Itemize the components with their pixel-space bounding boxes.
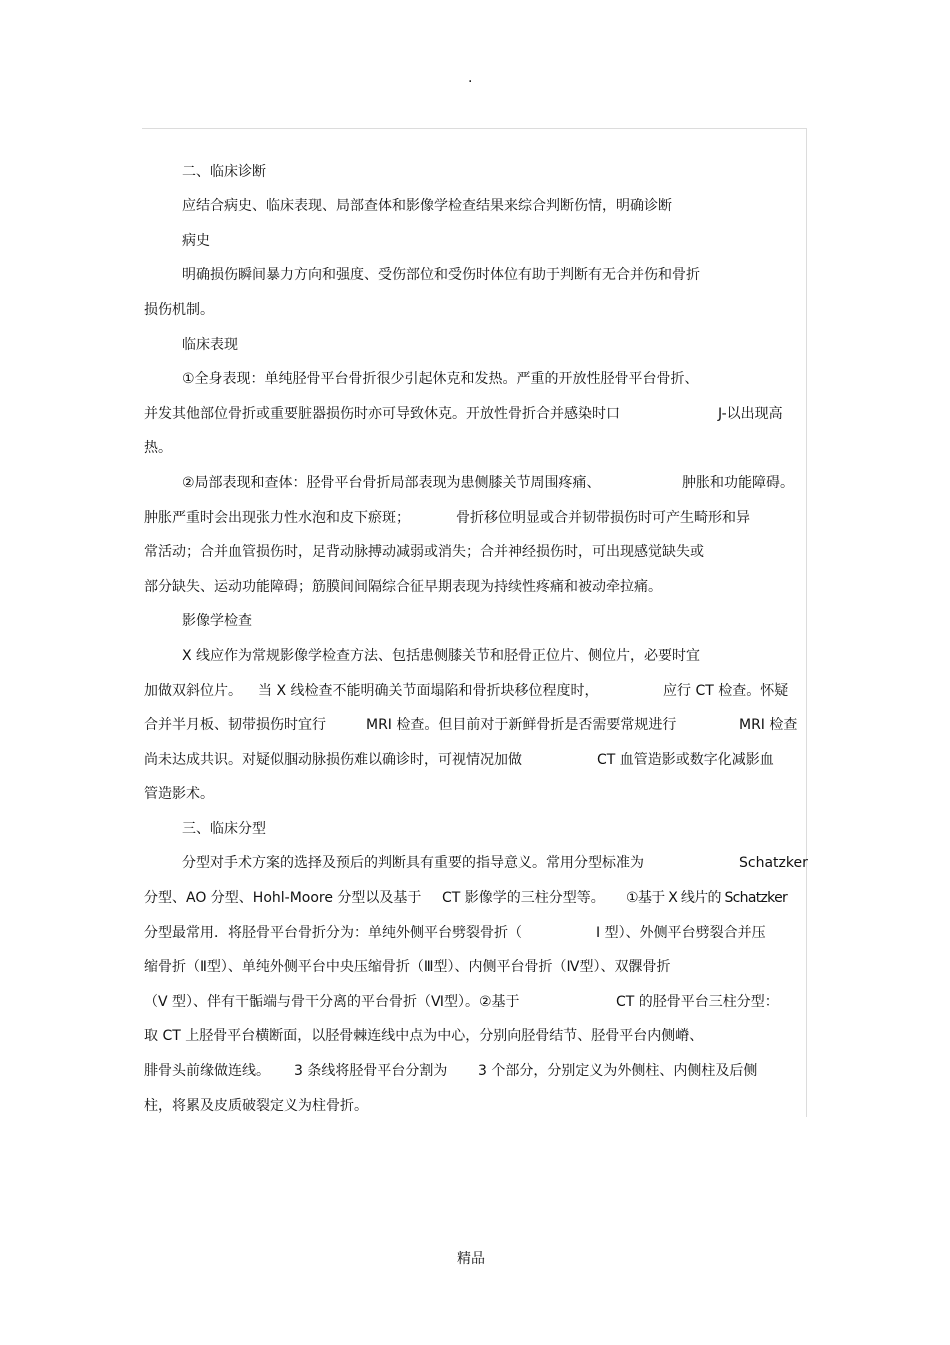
classification-line-2c: ①基于 X 线片的 Schatzker <box>626 890 788 906</box>
clinical-general-line-2-tail: J-以出现高 <box>718 406 783 422</box>
imaging-line-2c: 应行 CT 检查。怀疑 <box>663 683 789 699</box>
clinical-local-line-4: 部分缺失、运动功能障碍；筋膜间间隔综合征早期表现为持续性疼痛和被动牵拉痛。 <box>144 579 662 595</box>
clinical-local-line-2: 肿胀严重时会出现张力性水泡和皮下瘀斑； <box>144 510 410 526</box>
imaging-line-2a: 加做双斜位片。 <box>144 683 242 699</box>
footer-label: 精品 <box>457 1251 485 1267</box>
classification-line-7a: 腓骨头前缘做连线。 <box>144 1063 270 1079</box>
intro-paragraph: 应结合病史、临床表现、局部查体和影像学检查结果来综合判断伤情，明确诊断 <box>182 198 672 214</box>
imaging-line-3b: MRI 检查。但目前对于新鲜骨折是否需要常规进行 <box>366 717 677 733</box>
clinical-local-line-1-tail: 肿胀和功能障碍。 <box>682 475 794 491</box>
subheading-history: 病史 <box>182 233 210 249</box>
classification-line-2a: 分型、AO 分型、Hohl-Moore 分型以及基于 <box>144 890 422 906</box>
clinical-local-line-3: 常活动；合并血管损伤时，足背动脉搏动减弱或消失；合并神经损伤时，可出现感觉缺失或 <box>144 544 704 560</box>
clinical-general-line-3: 热。 <box>144 440 172 456</box>
section-heading-classification: 三、临床分型 <box>182 821 266 837</box>
imaging-line-4b: CT 血管造影或数字化减影血 <box>597 752 774 768</box>
classification-line-1b: Schatzker <box>739 855 808 871</box>
classification-line-6: 取 CT 上胫骨平台横断面，以胫骨棘连线中点为中心，分别向胫骨结节、胫骨平台内侧嵴、 <box>144 1028 704 1044</box>
history-line-2: 损伤机制。 <box>144 302 214 318</box>
classification-line-3b: I 型）、外侧平台劈裂合并压 <box>596 925 766 941</box>
imaging-line-4a: 尚未达成共识。对疑似腘动脉损伤难以确诊时，可视情况加做 <box>144 752 522 768</box>
imaging-line-3a: 合并半月板、韧带损伤时宜行 <box>144 717 326 733</box>
classification-line-1a: 分型对手术方案的选择及预后的判断具有重要的指导意义。常用分型标准为 <box>182 855 644 871</box>
classification-line-7c: 3 个部分，分别定义为外侧柱、内侧柱及后侧 <box>478 1063 758 1079</box>
classification-line-7b: 3 条线将胫骨平台分割为 <box>294 1063 448 1079</box>
classification-line-2b: CT 影像学的三柱分型等。 <box>442 890 605 906</box>
section-heading-diagnosis: 二、临床诊断 <box>182 164 266 180</box>
classification-line-3a: 分型最常用．将胫骨平台骨折分为：单纯外侧平台劈裂骨折（ <box>144 925 522 941</box>
subheading-imaging: 影像学检查 <box>182 613 252 629</box>
clinical-general-line-2: 并发其他部位骨折或重要脏器损伤时亦可导致休克。开放性骨折合并感染时口 <box>144 406 620 422</box>
imaging-line-3c: MRI 检查 <box>739 717 798 733</box>
imaging-line-1: X 线应作为常规影像学检查方法、包括患侧膝关节和胫骨正位片、侧位片，必要时宜 <box>182 648 701 664</box>
clinical-local-line-2-tail: 骨折移位明显或合并韧带损伤时可产生畸形和异 <box>456 510 750 526</box>
subheading-clinical: 临床表现 <box>182 337 238 353</box>
header-dot: . <box>468 70 473 86</box>
classification-line-8: 柱，将累及皮质破裂定义为柱骨折。 <box>144 1098 368 1114</box>
classification-line-5a: （V 型）、伴有干骺端与骨干分离的平台骨折（Ⅵ型）。②基于 <box>144 994 520 1010</box>
classification-line-4: 缩骨折（Ⅱ型）、单纯外侧平台中央压缩骨折（Ⅲ型）、内侧平台骨折（Ⅳ型）、双髁骨折 <box>144 959 671 975</box>
imaging-line-2b: 当 X 线检查不能明确关节面塌陷和骨折块移位程度时， <box>258 683 599 699</box>
classification-line-5b: CT 的胫骨平台三柱分型： <box>616 994 779 1010</box>
history-line-1: 明确损伤瞬间暴力方向和强度、受伤部位和受伤时体位有助于判断有无合并伤和骨折 <box>182 267 700 283</box>
clinical-local-line-1: ②局部表现和查体：胫骨平台骨折局部表现为患侧膝关节周围疼痛、 <box>182 475 601 491</box>
imaging-line-5: 管造影术。 <box>144 786 214 802</box>
clinical-general-line-1: ①全身表现：单纯胫骨平台骨折很少引起休克和发热。严重的开放性胫骨平台骨折、 <box>182 371 699 387</box>
